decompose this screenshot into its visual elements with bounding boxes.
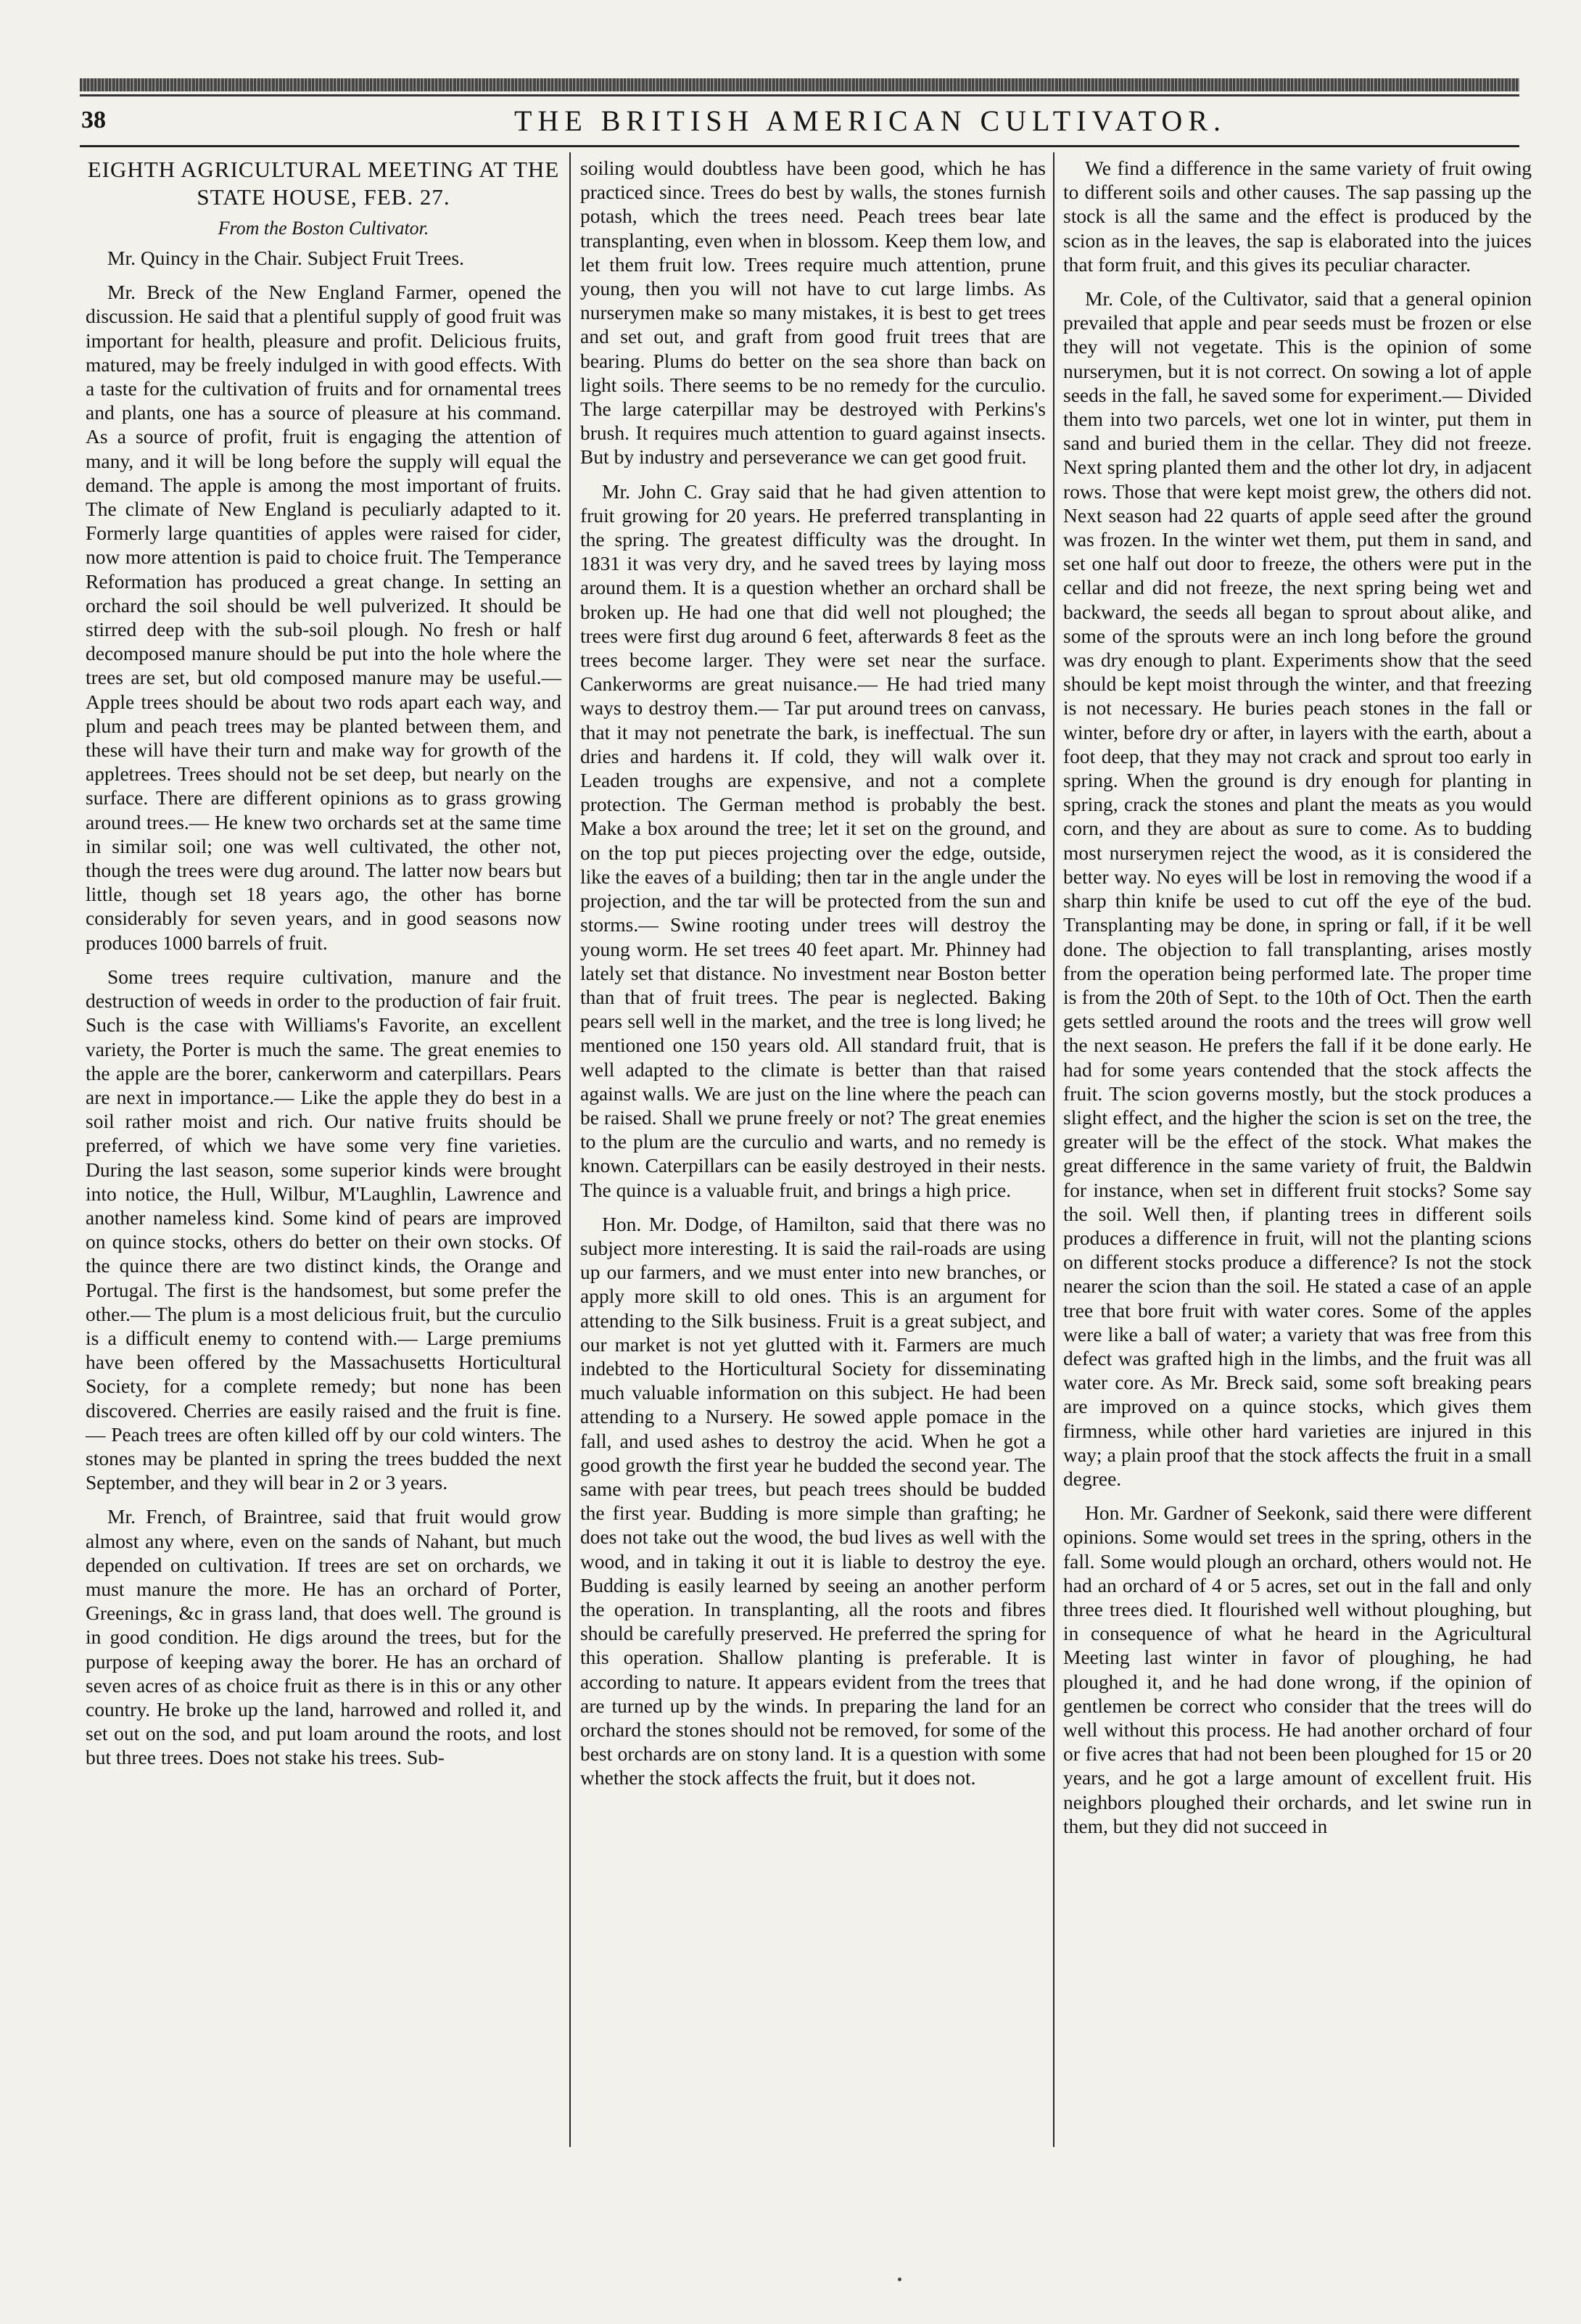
chair-line: Mr. Quincy in the Chair. Subject Fruit Trees. — [107, 247, 464, 269]
column-3 — [1063, 156, 1532, 1848]
article-headline: EIGHTH AGRICULTURAL MEETING AT THE STATE HOUSE, FEB. 27. — [87, 157, 560, 210]
column-divider — [1053, 152, 1054, 2147]
paragraph: Mr. French, of Braintree, said that fruit would grow almost any where, even on the sands of Nahant, but much depended on cultivation. If trees are set on orchards, we must manure the more. He has an orchard of Porter, Greenings, &c in grass land, that does well. The ground is in good condition. He digs around the trees, but for the purpose of keeping away the borer. He has an orchard of seven acres of as choice fruit as there is in this or any other country. He broke up the land, harrowed and rolled it, and set out on the sod, and put loam around the roots, and lost but three trees. Does not stake his trees. Sub- — [86, 1505, 561, 1769]
top-ornamental-rule — [80, 78, 1519, 91]
paragraph: Mr. Breck of the New England Farmer, opened the discussion. He said that a plentiful supply of good fruit was important for health, pleasure and profit. Delicious fruits, matured, may be freely indulged in with good effects. With a taste for the cultivation of fruits and for ornamental trees and plants, one has a source of pleasure at his command. As a source of profit, fruit is engaging the attention of many, and it will be long before the supply will equal the demand. The apple is among the most important of fruits. The climate of New England is peculiarly adapted to it. Formerly large quantities of apples were raised for cider, now more attention is paid to choice fruit. The Temperance Reformation has produced a great change. In setting an orchard the soil should be well pulverized. It should be stirred deep with the sub-soil plough. No fresh or half decomposed manure should be put into the hole where the trees are set, but old composed manure may be useful.— Apple trees should be about two rods apart each way, and plum and peach trees may be planted between them, and these will have their turn and make way for growth of the appletrees. Trees should not be set deep, but nearly on the surface. There are different opinions as to grass growing around trees.— He knew two orchards set at the same time in similar soil; one was well cultivated, the other not, though the trees were dug around. The latter now bears but little, though set 18 years ago, the other has borne considerably for seven years, and in good seasons now produces 1000 barrels of fruit. — [86, 281, 561, 954]
paragraph: Mr. Cole, of the Cultivator, said that a general opinion prevailed that apple and pear seeds must be frozen or else they will not vegetate. This is the opinion of some nurserymen, but it is not correct. On sowing a lot of apple seeds in the fall, he saved some for experiment.— Divided them into two parcels, wet one lot in winter, put them in sand and buried them in the cellar. They did not freeze. Next spring planted them and the other lot dry, in adjacent rows. Those that were kept moist grew, the others did not. Next season had 22 quarts of apple seed after the ground was frozen. In the winter wet them, put them in sand, and set one half out door to freeze, the others were put in the cellar and did not freeze, the next spring being wet and backward, the seeds all began to sprout about alike, and some of the sprouts were an inch long before the ground was dry enough to plant. Experiments show that the seed should be kept moist through the winter, and that freezing is not necessary. He buries peach stones in the fall or winter, before dry or after, in layers with the earth, about a foot deep, that they may not crack and sprout too early in spring. When the ground is dry enough for planting in spring, crack the stones and plant the meats as you would corn, and they are about as sure to come. As to budding most nurserymen reject the wood, as it is considered the better way. No eyes will be lost in removing the wood if a sharp thin knife be used to cut off the eye of the bud. Transplanting may be done, in spring or fall, if it be well done. The objection to fall transplanting, arises mostly from the operation being performed late. The proper time is from the 20th of Sept. to the 10th of Oct. Then the earth gets settled around the roots and the trees will grow well the next season. He prefers the fall if it be done early. He had for some years contended that the stock affects the fruit. The scion governs mostly, but the stock produces a slight effect, and the higher the scion is set on the tree, the greater will be the effect of the stock. What makes the great difference in the same variety of fruit, the Baldwin for instance, when set in different fruit stocks? Some say the soil. Well then, if planting trees in different soils produces a difference in fruit, will not the planting scions on different stocks produce a difference? Is not the stock nearer the scion than the soil. He stated a case of an apple tree that bore fruit with water cores. Some of the apples were like a ball of water; a variety that was free from this defect was grafted high in the limbs, and the fruit was all water core. As Mr. Breck said, some soft breaking pears are improved on a quince stocks, which gives them firmness, while other hard varieties are injured in this way; a plain proof that the stock affects the fruit in a small degree. — [1063, 287, 1532, 1490]
paragraph: We find a difference in the same variety of fruit owing to different soils and other causes. The sap passing up the stock is all the same and the effect is produced by the scion as in the leaves, the sap is elaborated into the juices that form fruit, and this gives its peculiar character. — [1063, 157, 1532, 276]
page-number: 38 — [81, 107, 106, 133]
paragraph: soiling would doubtless have been good, which he has practiced since. Trees do best by walls, the stones furnish potash, which the trees need. Peach trees bear late transplanting, even when in blossom. Keep them low, and let them fruit low. Trees require much attention, prune young, then you will not have to cut large limbs. As nurserymen make so many mistakes, it is best to get trees and set out, and graft from good fruit trees that are bearing. Plums do better on the sea shore than back on light soils. There seems to be no remedy for the curculio. The large caterpillar may be destroyed with Perkins's brush. It requires much attention to guard against insects. But by industry and perseverance we can get good fruit. — [580, 157, 1046, 469]
paragraph: Some trees require cultivation, manure and the destruction of weeds in order to the production of fair fruit. Such is the case with Williams's Favorite, an excellent variety, the Porter is much the same. The great enemies to the apple are the borer, cankerworm and caterpillars. Pears are next in importance.— Like the apple they do best in a soil rather moist and rich. Our native fruits should be preferred, of which we have some very fine varieties. During the last season, some superior kinds were brought into notice, the Hull, Wilbur, M'Laughlin, Lawrence and another nameless kind. Some kind of pears are improved on quince stocks, others do better on their own stocks. Of the quince there are two distinct kinds, the Orange and Portugal. The first is the handsomest, but some prefer the other.— The plum is a most delicious fruit, but the curculio is a difficult enemy to contend with.— Large premiums have been offered by the Massachusetts Horticultural Society, for a complete remedy; but none has been discovered. Cherries are easily raised and the fruit is fine.— Peach trees are often killed off by our cold winters. The stones may be planted in spring the trees budded the next September, and they will bear in 2 or 3 years. — [86, 965, 561, 1494]
article-source: From the Boston Cultivator. — [218, 218, 429, 239]
column-2 — [580, 156, 1046, 1800]
header-rule — [80, 145, 1519, 147]
running-head: THE BRITISH AMERICAN CULTIVATOR. — [514, 104, 1226, 137]
paragraph: Hon. Mr. Gardner of Seekonk, said there were different opinions. Some would set trees in the spring, others in the fall. Some would plough an orchard, others would not. He had an orchard of 4 or 5 acres, set out in the fall and only three trees died. It flourished well without ploughing, but in consequence of what he heard in the Agricultural Meeting last winter in favor of ploughing, he had ploughed it, and he had done wrong, if the opinion of gentlemen be correct who consider that the trees will do well without this process. He had another orchard of four or five acres that had not been been ploughed for 15 or 20 years, and he got a large amount of excellent fruit. His neighbors ploughed their orchards, and let swine run in them, but they did not succeed in — [1063, 1501, 1532, 1837]
paragraph: Mr. John C. Gray said that he had given attention to fruit growing for 20 years. He preferred transplanting in the spring. The greatest difficulty was the drought. In 1831 it was very dry, and he saved trees by laying moss around them. It is a question whether an orchard shall be broken up. He had one that did well not ploughed; the trees were first dug around 6 feet, afterwards 8 feet as the trees become larger. They were set near the surface. Cankerworms are great nuisance.— He had tried many ways to destroy them.— Tar put around trees on canvass, that it may not penetrate the bark, is ineffectual. The sun dries and hardens it. If cold, they will walk over it. Leaden troughs are expensive, and not a complete protection. The German method is probably the best. Make a box around the tree; let it set on the ground, and on the top put pieces projecting over the edge, outside, like the eaves of a building; then tar in the angle under the projection, and the tar will be protected from the sun and storms.— Swine rooting under trees will destroy the young worm. He set trees 40 feet apart. Mr. Phinney had lately set that distance. No investment near Boston better than that of fruit trees. The pear is neglected. Baking pears sell well in the market, and the tree is long lived; he mentioned one 150 years old. All standard fruit, that is well adapted to the climate is better than that raised against walls. We are just on the line where the peach can be raised. Shall we prune freely or not? The great enemies to the plum are the curculio and warts, and no remedy is known. Caterpillars can be easily destroyed in their nests. The quince is a valuable fruit, and brings a high price. — [580, 479, 1046, 1201]
column-divider — [569, 152, 571, 2147]
paragraph: Hon. Mr. Dodge, of Hamilton, said that there was no subject more interesting. It is said the rail-roads are using up our farmers, and we must enter into new branches, or apply more skill to old ones. This is an argument for attending to the Silk business. Fruit is a great subject, and our market is not yet glutted with it. Farmers are much indebted to the Horticultural Society for disseminating much valuable information on this subject. He had been attending to a Nursery. He sowed apple pomace in the fall, and used ashes to destroy the acid. When he got a good growth the first year he budded the second year. The same with pear trees, but peach trees should be budded the first year. Budding is more simple than grafting; he does not take out the wood, the bud lives as well with the wood, and in taking it out it is liable to destroy the eye. Budding is easily learned by seeing an another perform the operation. In transplanting, all the roots and fibres should be carefully preserved. He preferred the spring for this operation. Shallow planting is preferable. It is according to nature. It appears evident from the trees that are turned up by the winds. In preparing the land for an orchard the stones should not be removed, for some of the best orchards are on stony land. It is a question with some whether the stock affects the fruit, but it does not. — [580, 1212, 1046, 1789]
print-mark — [898, 2278, 901, 2281]
top-thin-rule — [80, 94, 1519, 96]
column-1 — [86, 156, 561, 1780]
